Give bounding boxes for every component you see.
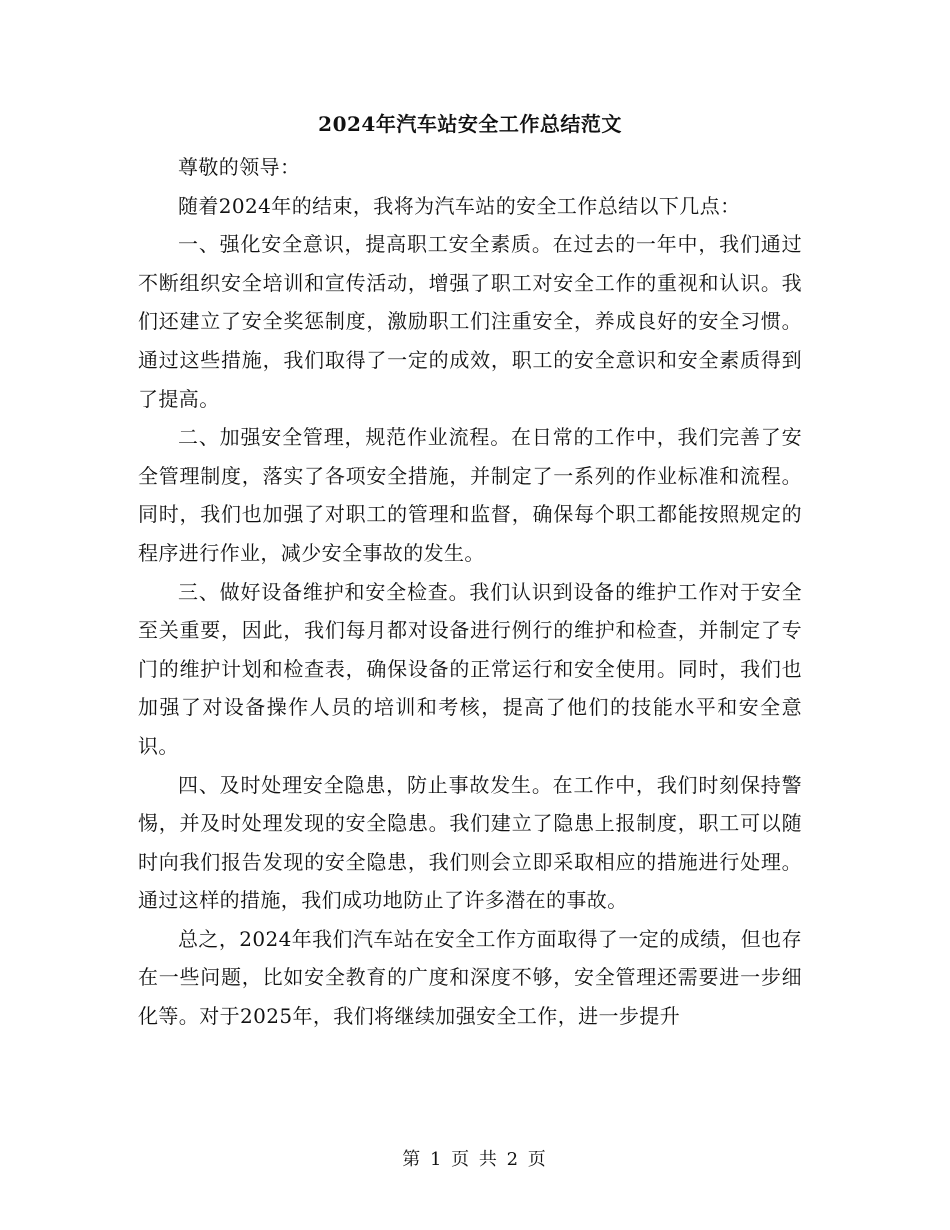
paragraph-hazard-handling: 四、及时处理安全隐患，防止事故发生。在工作中，我们时刻保持警惕，并及时处理发现的安全隐患。我们建立了隐患上报制度，职工可以随时向我们报告发现的安全隐患，我们则会立即采取相应的措施进行处理。通过这样的措施，我们成功地防止了许多潜在的事故。 xyxy=(138,772,802,913)
paragraph-safety-awareness: 一、强化安全意识，提高职工安全素质。在过去的一年中，我们通过不断组织安全培训和宣传活动，增强了职工对安全工作的重视和认识。我们还建立了安全奖惩制度，激励职工们注重安全，养成良好的安全习惯。通过这些措施，我们取得了一定的成效，职工的安全意识和安全素质得到了提高。 xyxy=(138,232,802,411)
page-number: 第 1 页 共 2 页 xyxy=(402,1149,548,1170)
salutation: 尊敬的领导： xyxy=(178,155,301,179)
document-title: 2024年汽车站安全工作总结范文 xyxy=(318,112,622,136)
paragraph-summary: 总之，2024年我们汽车站在安全工作方面取得了一定的成绩，但也存在一些问题，比如安全教育的广度和深度不够，安全管理还需要进一步细化等。对于2025年，我们将继续加强安全工作，进一步提升 xyxy=(138,926,802,1029)
paragraph-safety-management: 二、加强安全管理，规范作业流程。在日常的工作中，我们完善了安全管理制度，落实了各项安全措施，并制定了一系列的作业标准和流程。同时，我们也加强了对职工的管理和监督，确保每个职工都能按照规定的程序进行作业，减少安全事故的发生。 xyxy=(138,425,802,565)
document-body xyxy=(138,110,802,1036)
intro-paragraph: 随着2024年的结束，我将为汽车站的安全工作总结以下几点： xyxy=(178,193,741,218)
paragraph-equipment-maintenance: 三、做好设备维护和安全检查。我们认识到设备的维护工作对于安全至关重要，因此，我们每月都对设备进行例行的维护和检查，并制定了专门的维护计划和检查表，确保设备的正常运行和安全使用。同时，我们也加强了对设备操作人员的培训和考核，提高了他们的技能水平和安全意识。 xyxy=(138,579,802,758)
